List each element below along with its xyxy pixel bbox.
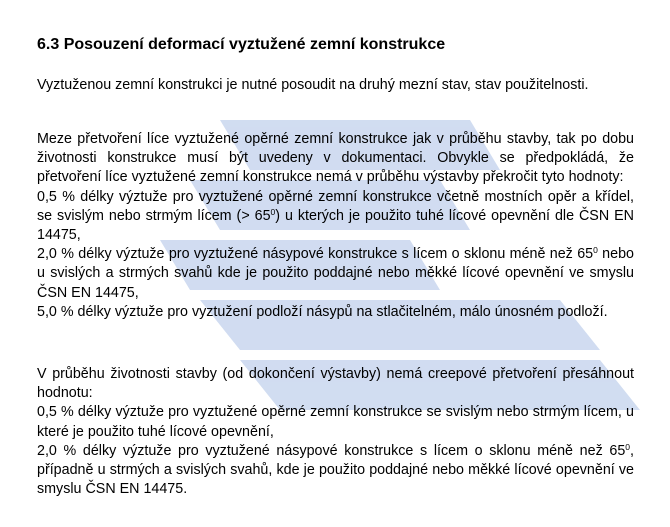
paragraph-serviceability: Vyztuženou zemní konstrukci je nutné posoudit na druhý mezní stav, stav použitelnosti.: [37, 77, 589, 93]
section-heading: 6.3 Posouzení deformací vyztužené zemní konstrukce: [37, 36, 446, 53]
limit-item-3: 5,0 % délky výztuže pro vyztužení podloží násypů na stlačitelném, málo únosném podloží.: [37, 303, 608, 320]
limit-item-1: 0,5 % délky výztuže pro vyztužené opěrné zemní konstrukce včetně mostních opěr a křídel, se svislým nebo strmým lícem (> $65^0$) u kterých je použito tuhé lícové opevnění dle ČSN EN 14475,: [37, 188, 634, 244]
paragraph-creep-limits: [37, 365, 634, 499]
creep-limits-intro: V průběhu životnosti stavby (od dokončení výstavby) nemá creepové přetvoření přesáhnout hodnotu:: [37, 366, 634, 402]
limit-item-2: 2,0 % délky výztuže pro vyztužené násypové konstrukce s lícem o sklonu méně než $65^0$ nebo u svislých a strmých svahů kde je použito poddajné nebo měkké lícové opevnění ve smyslu ČSN EN 14475,: [37, 245, 634, 301]
deformation-limits-intro: Meze přetvoření líce vyztužené opěrné zemní konstrukce jak v průběhu stavby, tak po dobu životnosti konstrukce musí být uvedeny v dokumentaci. Obvykle se předpokládá, že přetvoření líce vyztužené zemní konstrukce nemá v průběhu výstavby překročit tyto hodnoty:: [37, 131, 634, 186]
paragraph-deformation-limits: [37, 130, 634, 322]
creep-item-2: 2,0 % délky výztuže pro vyztužené násypové konstrukce s lícem o sklonu méně než $65^0$, případně u strmých a svislých svahů, kde je použito poddajné nebo měkké lícové opevnění ve smyslu ČSN EN 14475.: [37, 441, 634, 498]
creep-item-1: 0,5 % délky výztuže pro vyztužené opěrné zemní konstrukce se svislým nebo strmým lícem, u které je použito tuhé lícové opevnění,: [37, 404, 634, 440]
